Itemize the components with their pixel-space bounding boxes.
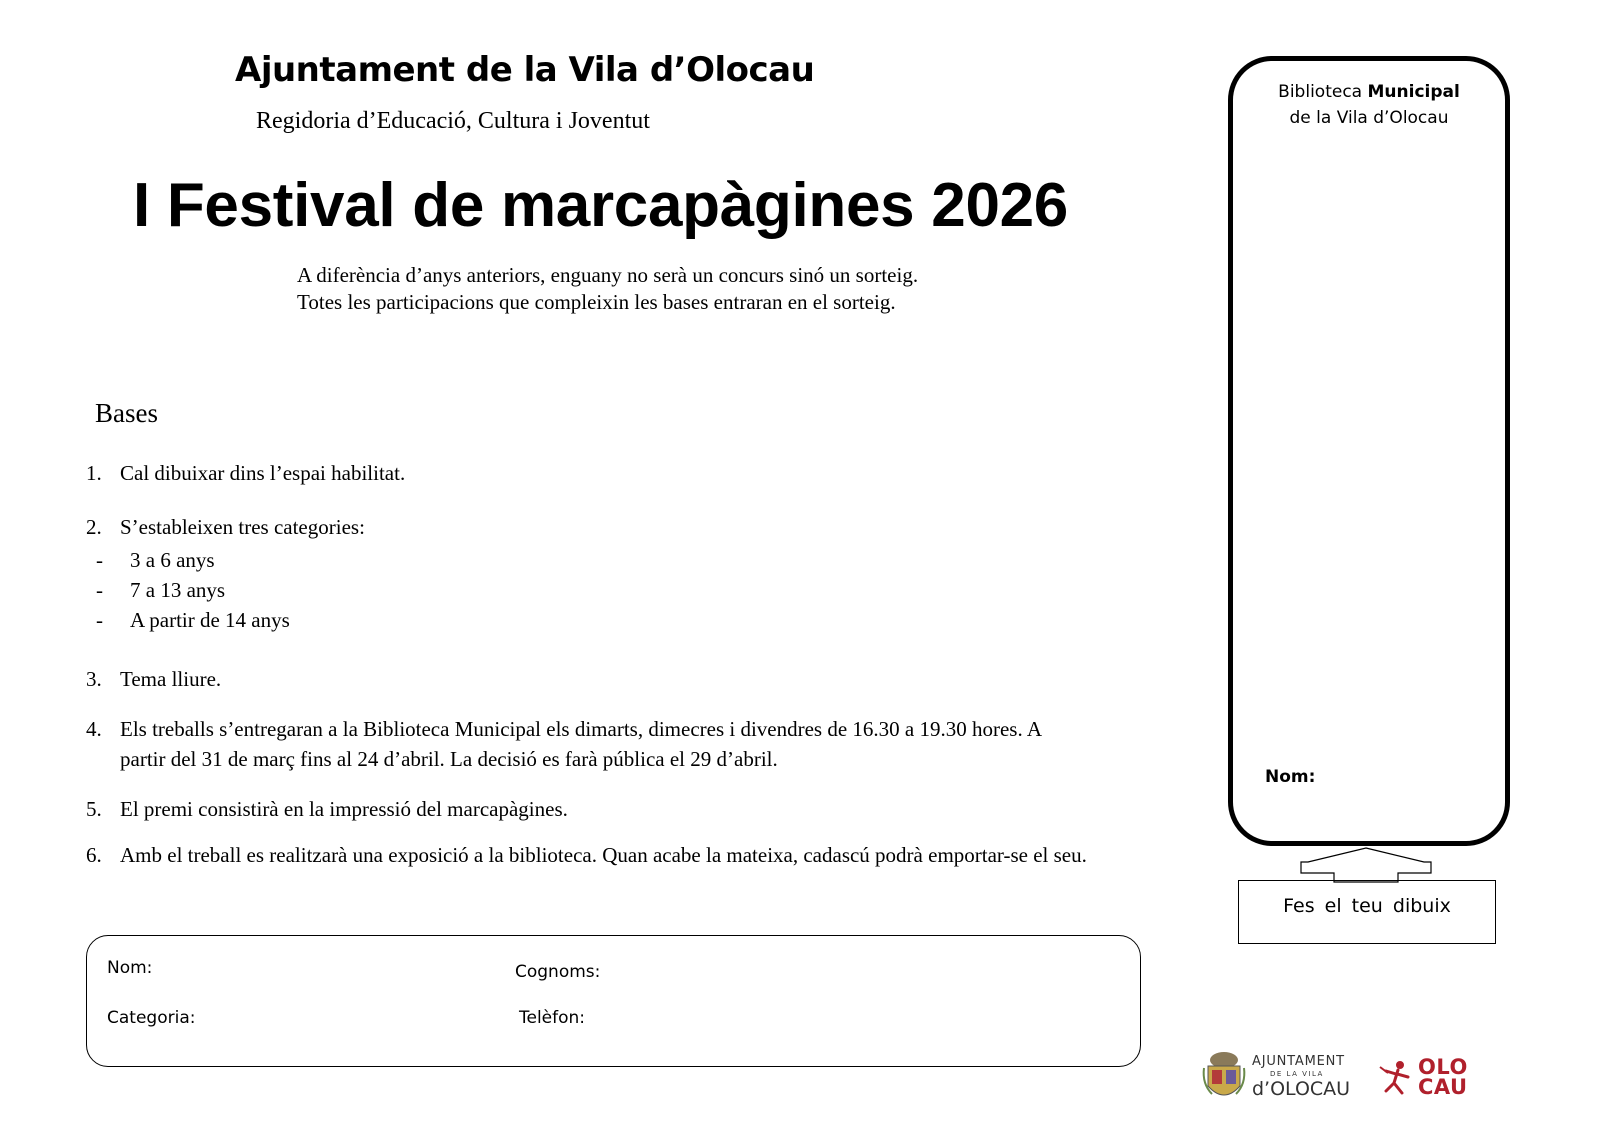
nom-field-label[interactable]: Nom: (107, 958, 153, 978)
category-dash: - (96, 578, 103, 602)
coat-of-arms-icon (1200, 1048, 1248, 1106)
draw-instruction-text: Fes el teu dibuix (1283, 895, 1451, 917)
draw-instruction-box (1238, 880, 1496, 944)
bookmark-header (1233, 79, 1505, 131)
intro-line: Totes les participacions que compleixin les bases entraran en el sorteig. (297, 290, 896, 314)
up-arrow-icon (1238, 845, 1498, 885)
rule-text: Amb el treball es realitzarà una exposició a la biblioteca. Quan acabe la mateixa, cadascú podrà emportar-se el seu. (120, 843, 1087, 867)
telefon-field-label[interactable]: Telèfon: (519, 1008, 586, 1028)
category-dash: - (96, 548, 103, 572)
rule-number: 4. (86, 717, 102, 741)
rule-number: 2. (86, 515, 102, 539)
rule-text: Els treballs s’entregaran a la Biblioteca Municipal els dimarts, dimecres i divendres de 16.30 a 19.30 hores. A (120, 717, 1042, 741)
rule-number: 5. (86, 797, 102, 821)
rule-number: 6. (86, 843, 102, 867)
olocau-logo-text: CAU (1418, 1075, 1468, 1099)
rule-text: El premi consistirà en la impressió del marcapàgines. (120, 797, 568, 821)
olocau-logo-text: OLO (1418, 1055, 1468, 1079)
bookmark-drawing-area[interactable] (1228, 56, 1510, 846)
bases-heading: Bases (95, 398, 158, 428)
org-title: Ajuntament de la Vila d’Olocau (235, 50, 815, 90)
rule-text: partir del 31 de març fins al 24 d’abril. La decisió es farà pública el 29 d’abril. (120, 747, 778, 771)
participant-form (86, 935, 1141, 1067)
bookmark-header-line: de la Vila d’Olocau (1289, 108, 1449, 128)
olocau-logo (1378, 1055, 1473, 1105)
intro-text (297, 262, 918, 316)
org-subtitle: Regidoria d’Educació, Cultura i Joventut (256, 108, 650, 134)
rule-text: Tema lliure. (120, 667, 222, 691)
category-text: 3 a 6 anys (130, 548, 215, 572)
rule-text: Cal dibuixar dins l’espai habilitat. (120, 461, 406, 485)
bookmark-header-word: Biblioteca (1278, 82, 1363, 102)
bookmark-header-word-bold: Municipal (1367, 82, 1460, 102)
rule-number: 3. (86, 667, 102, 691)
rule-number: 1. (86, 461, 102, 485)
page-title: I Festival de marcapàgines 2026 (133, 171, 1068, 240)
intro-line: A diferència d’anys anteriors, enguany no serà un concurs sinó un sorteig. (297, 263, 919, 287)
category-text: 7 a 13 anys (130, 578, 226, 602)
cognoms-field-label[interactable]: Cognoms: (515, 962, 601, 982)
bookmark-name-label: Nom: (1265, 767, 1316, 787)
running-figure-icon (1378, 1057, 1416, 1101)
category-dash: - (96, 608, 103, 632)
ajuntament-logo-text: AJUNTAMENT (1252, 1054, 1345, 1069)
rule-text: S’estableixen tres categories: (120, 515, 365, 539)
ajuntament-logo-text: d’OLOCAU (1252, 1078, 1351, 1100)
ajuntament-logo (1200, 1048, 1352, 1106)
ajuntament-logo-text: DE LA VILA (1270, 1070, 1324, 1078)
category-text: A partir de 14 anys (130, 608, 290, 632)
categoria-field-label[interactable]: Categoria: (107, 1008, 196, 1028)
